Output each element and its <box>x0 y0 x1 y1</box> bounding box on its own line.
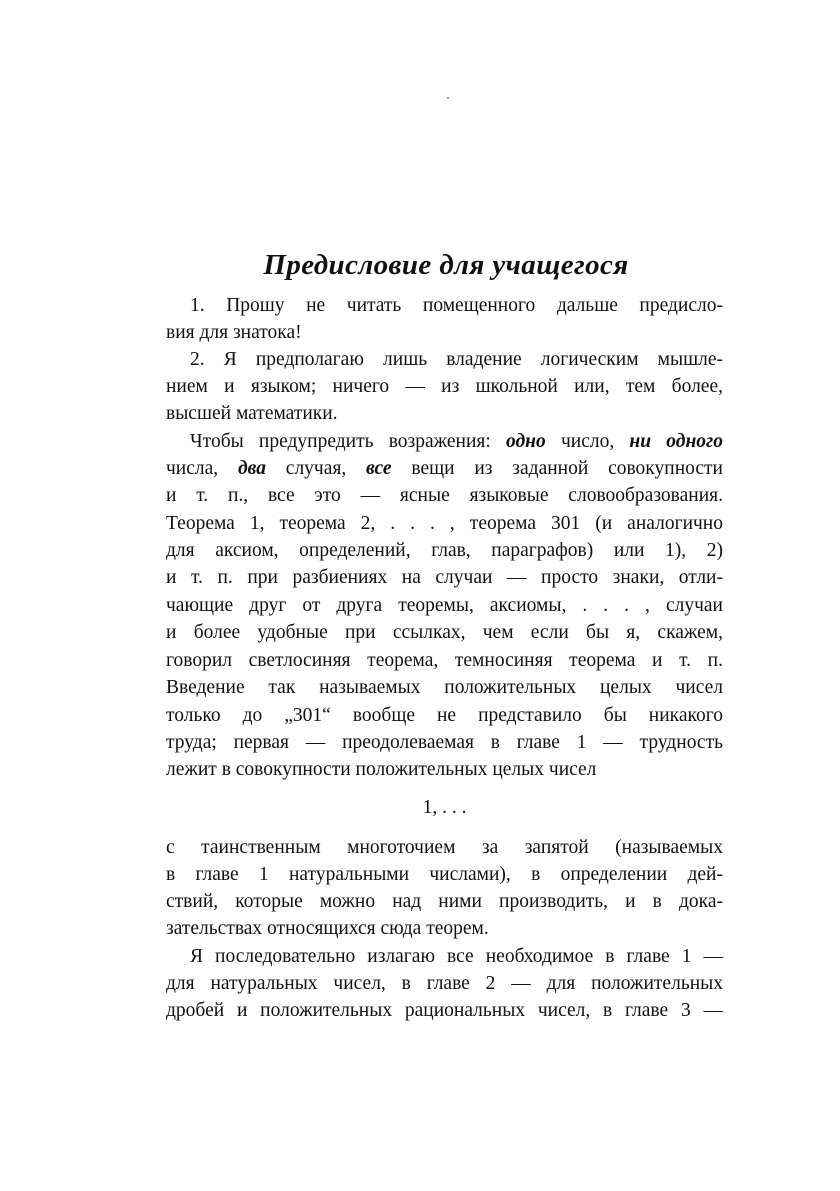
text-line: ствий, которые можно над ними производить, и в дока- <box>166 891 723 912</box>
text-line: Чтобы предупредить возражения: одно число, ни одного <box>190 431 723 452</box>
text-line: зательствах относящихся сюда теорем. <box>166 918 489 939</box>
text-line: 1. Прошу не читать помещенного дальше предисло- <box>190 295 723 316</box>
text-line: Я последовательно излагаю все необходимое в главе 1 — <box>190 946 723 967</box>
text-line: только до „301“ вообще не представило бы никакого <box>166 705 723 726</box>
emphasis-word: все <box>366 458 392 479</box>
text-line: с таинственным многоточием за запятой (называемых <box>166 837 723 858</box>
display-formula: 1, . . . <box>422 797 467 818</box>
text-line: дробей и положительных рациональных чисел, в главе 3 — <box>166 1000 723 1021</box>
text-line: труда; первая — преодолеваемая в главе 1 — трудность <box>166 732 723 753</box>
chapter-title: Предисловие для учащегося <box>263 249 629 281</box>
print-speck <box>447 97 449 99</box>
text-line: 2. Я предполагаю лишь владение логическим мышле- <box>190 349 723 370</box>
text-line: нием и языком; ничего — из школьной или, тем более, <box>166 376 723 397</box>
text-line: Введение так называемых положительных целых чисел <box>166 677 723 698</box>
text-line: и т. п. при разбиениях на случаи — просто знаки, отли- <box>166 567 723 588</box>
emphasis-word: два <box>237 458 266 479</box>
text-line: чающие друг от друга теоремы, аксиомы, . . . , случаи <box>166 595 723 616</box>
text-line: в главе 1 натуральными числами), в определении дей- <box>166 864 723 885</box>
text-line: лежит в совокупности положительных целых чисел <box>166 759 597 780</box>
text-line: для аксиом, определений, глав, параграфов) или 1), 2) <box>166 540 723 561</box>
text-line: высшей математики. <box>166 403 338 424</box>
emphasis-word: ни одного <box>629 431 723 452</box>
text-line: для натуральных чисел, в главе 2 — для положительных <box>166 973 723 994</box>
emphasis-word: одно <box>506 431 546 452</box>
text-line: вия для знатока! <box>166 322 302 343</box>
text-line: и т. п., все это — ясные языковые словообразования. <box>166 485 723 506</box>
text-line: говорил светлосиняя теорема, темносиняя теорема и т. п. <box>166 650 723 671</box>
text-line: и более удобные при ссылках, чем если бы я, скажем, <box>166 622 723 643</box>
text-line: числа, два случая, все вещи из заданной совокупности <box>166 458 723 479</box>
text-line: Теорема 1, теорема 2, . . . , теорема 301 (и аналогично <box>166 513 723 534</box>
